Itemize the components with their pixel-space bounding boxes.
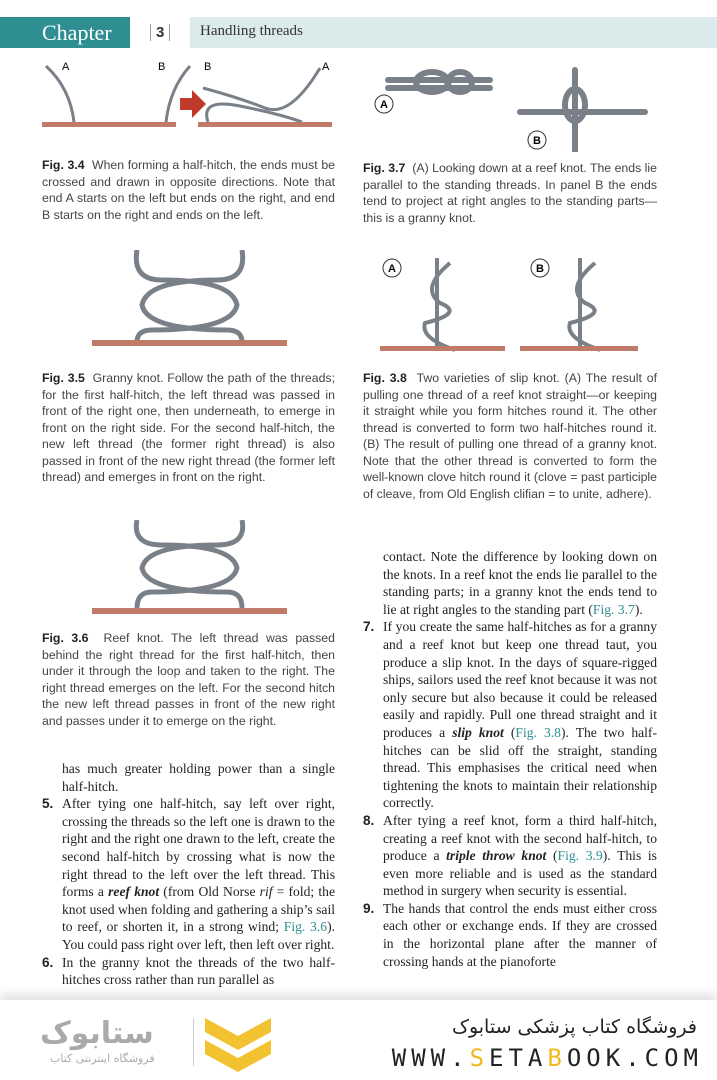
chapter-title: Handling threads xyxy=(190,17,717,48)
store-chevron-logo-icon xyxy=(205,1018,271,1074)
store-url: WWW.SETABOOK.COM xyxy=(391,1044,703,1072)
svg-text:B: B xyxy=(158,61,166,73)
fig-3-5-caption: Fig. 3.5 Granny knot. Follow the path of the threads; for the first half-hitch, the left thread was passed in front of the right one, then underneath, to emerge in front on the right side. For the second half-hitch, the new left thread (the former right thread) is also passed in front of the new right thread (the former left thread) and emerges in front on the right. xyxy=(42,371,335,484)
svg-text:A: A xyxy=(322,61,330,73)
fig-3-4-caption: Fig. 3.4 When forming a half-hitch, the ends must be crossed and drawn in opposite directions. Note that end A starts on the left but ends on the right, and end B starts on the right and ends on the left. xyxy=(42,158,335,222)
body-right-column xyxy=(363,548,657,970)
svg-text:B: B xyxy=(533,135,541,147)
list-item-6: 6. In the granny knot the threads of the two half-hitches cross rather than run parallel as xyxy=(42,954,335,988)
store-banner xyxy=(0,1000,717,1080)
fig-link[interactable]: Fig. 3.8 xyxy=(515,724,561,740)
fig-3-7-illustration xyxy=(370,60,660,152)
list-item-8: 8. After tying a reef knot, form a third half-hitch, creating a reef knot with the second half-hitch, to produce a triple throw knot (Fig. 3.9). This is even more reliable and is used as the standard method in surgery when security is essential. xyxy=(363,812,657,899)
store-logo-subtitle: فروشگاه اینترنتی کتاب xyxy=(50,1052,155,1065)
fig-3-7-caption: Fig. 3.7 (A) Looking down at a reef knot. The ends lie parallel to the standing threads. In panel B the ends tend to project at right angles to the standing parts—this is a granny knot. xyxy=(363,161,657,225)
continued-text: contact. Note the difference by looking down on the knots. In a reef knot the ends lie parallel to the standing parts; in a granny knot the ends tend to lie at right angles to the standing part (Fig. 3.7). xyxy=(383,549,657,617)
svg-text:B: B xyxy=(204,61,212,73)
fig-3-8-illustration xyxy=(380,258,640,358)
svg-text:A: A xyxy=(388,263,396,275)
fig-3-8-caption: Fig. 3.8 Two varieties of slip knot. (A) The result of pulling one thread of a reef knot straight—or keeping it straight while you form hitches round it. The other thread is converted to form two half-hitches round it. (B) The result of pulling one thread of a granny knot. Note that the other thread is converted to form the well-known clove hitch round it (clove = past participle of cleave, from Old English clifian = to unite, adhere). xyxy=(363,371,657,501)
fig-3-6-illustration xyxy=(92,520,287,620)
continued-text: has much greater holding power than a single half-hitch. xyxy=(62,761,335,794)
fig-3-6-caption: Fig. 3.6 Reef knot. The left thread was passed behind the right thread for the first half-hitch, then under it through the loop and taken to the right. The right thread emerges on the left. For the second hitch the new left thread passes in front of the new right and passes under it to emerge on the right. xyxy=(42,631,335,728)
fig-link[interactable]: Fig. 3.6 xyxy=(283,919,328,935)
list-item-7: 7. If you create the same half-hitches as for a granny and a reef knot but keep one thread taut, you produce a slip knot. In the days of square-rigged ships, sailors used the reef knot because it was not only secure but also because it could be released easily and rapidly. Pull one thread straight and it produces a slip knot (Fig. 3.8). The two half-hitches can be slid off the straight, standing thread. This emphasises the critical need when tightening the knots to maintain their relationship correctly. xyxy=(363,619,657,811)
svg-text:A: A xyxy=(62,61,70,73)
fig-3-4-illustration xyxy=(40,58,336,140)
svg-text:B: B xyxy=(536,263,544,275)
fig-3-5-illustration xyxy=(92,250,287,360)
list-item-9: 9. The hands that control the ends must either cross each other or exchange ends. If they are crossed in the horizontal plane after the manner of crossing hands at the pianoforte xyxy=(363,900,657,969)
svg-text:A: A xyxy=(380,99,388,111)
list-item-5: 5. After tying one half-hitch, say left over right, crossing the threads so the left one is drawn to the right and the right one drawn to the left, create the second half-hitch by crossing what is now the right thread to the left over the left thread. This forms a reef knot (from Old Norse rif = fold; the knot used when folding and gathering a ship’s sail to reef, or shorten it, in a strong wind; Fig. 3.6). You could pass right over left, then left over right. xyxy=(42,796,335,952)
chapter-number: 3 xyxy=(150,24,170,41)
chapter-label: Chapter xyxy=(0,17,130,48)
fig-link[interactable]: Fig. 3.9 xyxy=(557,848,603,864)
store-logo-text: ستابوک xyxy=(40,1016,154,1051)
fig-link[interactable]: Fig. 3.7 xyxy=(592,601,635,617)
body-left-column xyxy=(42,760,335,989)
store-name: فروشگاه کتاب پزشکی ستابوک xyxy=(451,1016,697,1038)
